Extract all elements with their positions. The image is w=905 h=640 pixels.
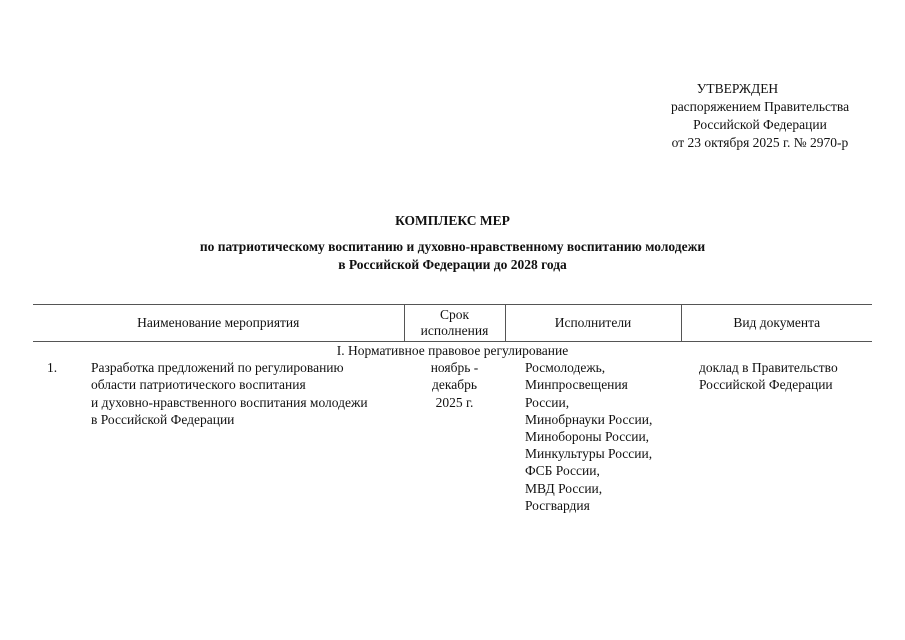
row-term-line: декабрь [432, 377, 477, 393]
section-row [33, 342, 872, 360]
executor-line: Росгвардия [525, 497, 590, 513]
row-number: 1. [47, 360, 58, 376]
executor-line: Минпросвещения [525, 377, 628, 393]
name-cell [33, 359, 404, 514]
executor-line: МВД России, [525, 480, 603, 496]
row-name-line: области патриотического воспитания [91, 377, 306, 393]
row-name-line: и духовно-нравственного воспитания молодежи [91, 394, 368, 410]
name-layout [33, 359, 404, 428]
measures-table [33, 304, 872, 514]
executor-line: Росмолодежь, [525, 360, 606, 376]
executor-line: Минобрнауки России, [525, 411, 653, 427]
header-term-line: Срок [439, 307, 470, 322]
table-row [33, 359, 872, 514]
row-name-line: в Российской Федерации [91, 411, 235, 427]
table-header-row [33, 305, 872, 342]
document-title: КОМПЛЕКС МЕР [395, 213, 510, 228]
row-term [404, 359, 505, 514]
header-term [404, 305, 505, 342]
row-executors [505, 359, 681, 514]
header-document: Вид документа [681, 305, 872, 342]
approval-line: от 23 октября 2025 г. № 2970-р [671, 135, 849, 150]
header-term-line: исполнения [420, 323, 489, 338]
header-executors: Исполнители [505, 305, 681, 342]
document-line: Российской Федерации [699, 377, 833, 393]
approval-line: Российской Федерации [693, 117, 827, 132]
subtitle-line: в Российской Федерации до 2028 года [338, 257, 567, 272]
row-name-line: Разработка предложений по регулированию [91, 360, 344, 376]
subtitle-line: по патриотическому воспитанию и духовно-нравственному воспитанию молодежи [199, 239, 706, 254]
approval-heading: УТВЕРЖДЕН [696, 81, 779, 96]
row-term-line: 2025 г. [435, 394, 474, 410]
approval-line: распоряжением Правительства [670, 99, 850, 114]
document-subtitle [0, 238, 905, 274]
header-name: Наименование мероприятия [33, 305, 404, 342]
approval-stamp [600, 80, 905, 152]
row-term-line: ноябрь - [430, 360, 479, 376]
executor-line: ФСБ России, [525, 463, 600, 479]
executor-line: Минобороны России, [525, 429, 650, 445]
row-document [681, 359, 872, 514]
row-name [87, 359, 404, 428]
document-line: доклад в Правительство [699, 360, 838, 376]
executor-line: Минкультуры России, [525, 446, 653, 462]
executor-line: России, [525, 394, 570, 410]
section-title: I. Нормативное правовое регулирование [336, 343, 569, 358]
